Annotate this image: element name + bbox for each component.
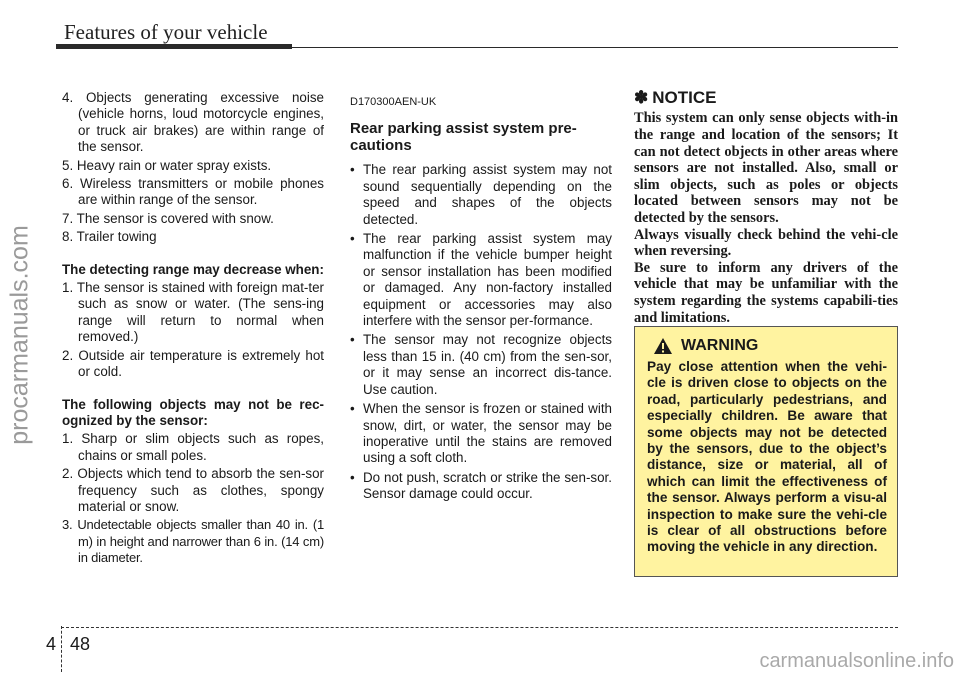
header-bar-thin bbox=[292, 47, 898, 48]
notice-title: NOTICE bbox=[652, 88, 717, 107]
bullet-item bbox=[350, 231, 612, 329]
warning-body: Pay close attention when the vehi-cle is driven close to objects on the road, particularly pedestrians, and especially children. Be aware that some objects may not be detected by the sensors, due to the object’s distance, size or material, all of which can limit the effectiveness of the sensor. Always perform a visu-al inspection to make sure the vehi-cle is clear of all obstructions before moving the vehicle in any direction. bbox=[647, 359, 887, 555]
bullet-icon: • bbox=[350, 231, 355, 247]
footer-page-number: 48 bbox=[70, 634, 91, 654]
footer-section-number: 4 bbox=[46, 634, 57, 654]
spacer bbox=[62, 248, 324, 262]
bullet-text: The rear parking assist system may not sound sequentially depending on the speed and shapes of the objects detected. bbox=[363, 162, 612, 227]
notice-paragraph: Always visually check behind the vehi-cle when reversing. bbox=[634, 226, 898, 260]
section-code: D170300AEN-UK bbox=[350, 96, 437, 108]
bullet-item bbox=[350, 401, 612, 467]
bullet-icon: • bbox=[350, 469, 355, 485]
bottom-watermark: carmanualsonline.info bbox=[759, 650, 954, 672]
warning-title: WARNING bbox=[681, 337, 759, 354]
footer-separator bbox=[61, 626, 62, 672]
bullet-text: Do not push, scratch or strike the sen-sor. Sensor damage could occur. bbox=[363, 469, 612, 502]
side-watermark-text: procarmanuals.com bbox=[5, 225, 34, 445]
subheading-not-recognized: The following objects may not be rec-ognized by the sensor: bbox=[62, 396, 324, 428]
list-item: 5. Heavy rain or water spray exists. bbox=[62, 157, 272, 173]
column-right bbox=[634, 90, 898, 326]
bullet-item bbox=[350, 332, 612, 398]
list-item: 6. Wireless transmitters or mobile phones are within range of the sensor. bbox=[62, 176, 324, 208]
bullet-icon: • bbox=[350, 332, 355, 348]
list-item: 2. Objects which tend to absorb the sen-sor frequency such as clothes, spongy material or snow. bbox=[62, 466, 324, 514]
list-item: 7. The sensor is covered with snow. bbox=[62, 210, 274, 226]
bullet-item bbox=[350, 470, 612, 503]
bullet-icon: • bbox=[350, 401, 355, 417]
asterisk-icon: ✽ bbox=[634, 88, 649, 107]
list-item: 2. Outside air temperature is extremely hot or cold. bbox=[62, 347, 324, 380]
bullet-item bbox=[350, 162, 612, 228]
warning-box bbox=[634, 326, 898, 577]
column-left bbox=[62, 90, 324, 569]
list-item: 1. Sharp or slim objects such as ropes, chains or small poles. bbox=[62, 431, 324, 463]
footer-divider bbox=[61, 627, 898, 628]
notice-paragraph: Be sure to inform any drivers of the vehicle that may be unfamiliar with the system regarding the systems capabili-ties and limitations. bbox=[634, 259, 898, 326]
list-item: 1. The sensor is stained with foreign mat-ter such as snow or water. (The sens-ing range will return to normal when removed.) bbox=[62, 280, 324, 345]
notice-paragraph: This system can only sense objects with-in the range and location of the sensors; It can not detect objects in other areas where sensors are not installed. Also, small or slim objects, such as poles or objects located between sensors may not be detected by the sensors. bbox=[634, 110, 898, 226]
column-middle bbox=[350, 90, 612, 506]
list-item: 3. Undetectable objects smaller than 40 in. (1 m) in height and narrower than 6 in. (14 cm) in diameter. bbox=[62, 517, 324, 566]
bullet-text: When the sensor is frozen or stained with snow, dirt, or water, the sensor may be inoperative until the stains are removed using a soft cloth. bbox=[363, 401, 612, 466]
bullet-text: The sensor may not recognize objects less than 15 in. (40 cm) from the sen-sor, or it may sense an incorrect dis-tance. Use caution. bbox=[363, 332, 612, 397]
warning-triangle-icon bbox=[653, 337, 673, 355]
bullet-text: The rear parking assist system may malfunction if the vehicle bumper height or sensor installation has been modified or damaged. Any non-factory installed equipment or accessories may also interfere with the sensor per-formance. bbox=[363, 231, 612, 329]
subheading-range-decrease: The detecting range may decrease when: bbox=[62, 261, 324, 277]
header-bar-thick bbox=[56, 44, 292, 49]
bullet-icon: • bbox=[350, 162, 355, 178]
list-item: 4. Objects generating excessive noise (vehicle horns, loud motorcycle engines, or truck air brakes) are within range of the sensor. bbox=[62, 90, 324, 155]
section-title: Rear parking assist system pre-cautions bbox=[350, 120, 577, 155]
notice-heading bbox=[634, 90, 898, 106]
list-item: 8. Trailer towing bbox=[62, 229, 157, 245]
side-watermark bbox=[0, 0, 40, 675]
warning-heading bbox=[653, 337, 887, 355]
page-header-title: Features of your vehicle bbox=[64, 20, 268, 44]
spacer bbox=[62, 383, 324, 397]
